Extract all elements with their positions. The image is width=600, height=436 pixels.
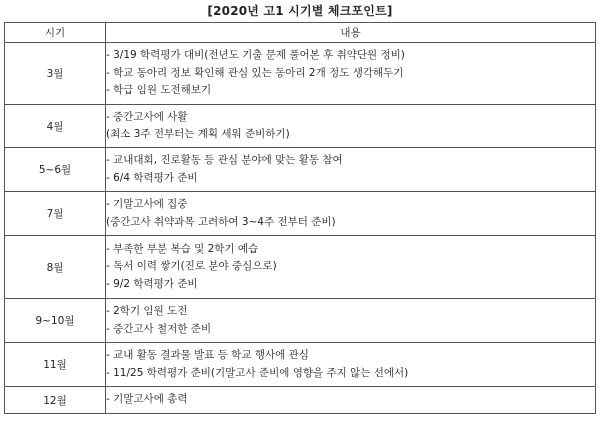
period-cell: 5~6월: [5, 148, 106, 192]
content-cell: [106, 236, 596, 299]
period-cell: 12월: [5, 387, 106, 414]
column-header-content: 내용: [106, 23, 596, 43]
content-line: - 2학기 임원 도전: [106, 305, 188, 317]
content-line: - 중간고사 철저한 준비: [106, 322, 212, 335]
content-cell: [106, 343, 596, 387]
table-row: [5, 105, 596, 148]
content-line: - 독서 이력 쌓기(진로 분야 중심으로): [106, 260, 277, 273]
column-header-period: 시기: [5, 23, 106, 43]
content-cell: [106, 387, 596, 414]
period-cell: 7월: [5, 192, 106, 236]
content-line: - 9/2 학력평가 준비: [106, 277, 198, 290]
checkpoint-table: [4, 22, 596, 414]
table-row: [5, 236, 596, 299]
table-row: [5, 43, 596, 105]
content-line: - 11/25 학력평가 준비(기말고사 준비에 영향을 주지 않는 선에서): [106, 366, 409, 379]
content-cell: [106, 192, 596, 236]
period-cell: 4월: [5, 105, 106, 148]
content-line: (중간고사 취약과목 고려하여 3~4주 전부터 준비): [106, 215, 336, 228]
content-line: - 교내 활동 결과물 발표 등 학교 행사에 관심: [106, 349, 309, 361]
table-header-row: [5, 23, 596, 43]
content-line: - 6/4 학력평가 준비: [106, 171, 198, 184]
period-cell: 8월: [5, 236, 106, 299]
content-line: - 기말고사에 총력: [106, 393, 188, 406]
content-cell: [106, 299, 596, 343]
content-line: - 학교 동아리 정보 확인해 관심 있는 동아리 2개 정도 생각해두기: [106, 66, 404, 79]
content-line: (최소 3주 전부터는 계획 세워 준비하기): [106, 128, 290, 140]
content-line: - 중간고사에 사활: [106, 110, 188, 123]
table-row: [5, 387, 596, 414]
content-line: - 학급 임원 도전해보기: [106, 84, 212, 97]
content-line: - 기말고사에 집중: [106, 198, 188, 210]
table-row: [5, 343, 596, 387]
period-cell: 9~10월: [5, 299, 106, 343]
page-title: [2020년 고1 시기별 체크포인트]: [207, 4, 393, 18]
table-row: [5, 299, 596, 343]
content-line: - 부족한 부분 복습 및 2학기 예습: [106, 242, 259, 255]
period-cell: 3월: [5, 43, 106, 105]
content-cell: [106, 105, 596, 148]
content-cell: [106, 148, 596, 192]
table-row: [5, 148, 596, 192]
content-line: - 3/19 학력평가 대비(전년도 기출 문제 풀어본 후 취약단원 정비): [106, 49, 405, 62]
period-cell: 11월: [5, 343, 106, 387]
table-row: [5, 192, 596, 236]
content-line: - 교내대회, 진로활동 등 관심 분야에 맞는 활동 참여: [106, 154, 343, 166]
content-cell: [106, 43, 596, 105]
